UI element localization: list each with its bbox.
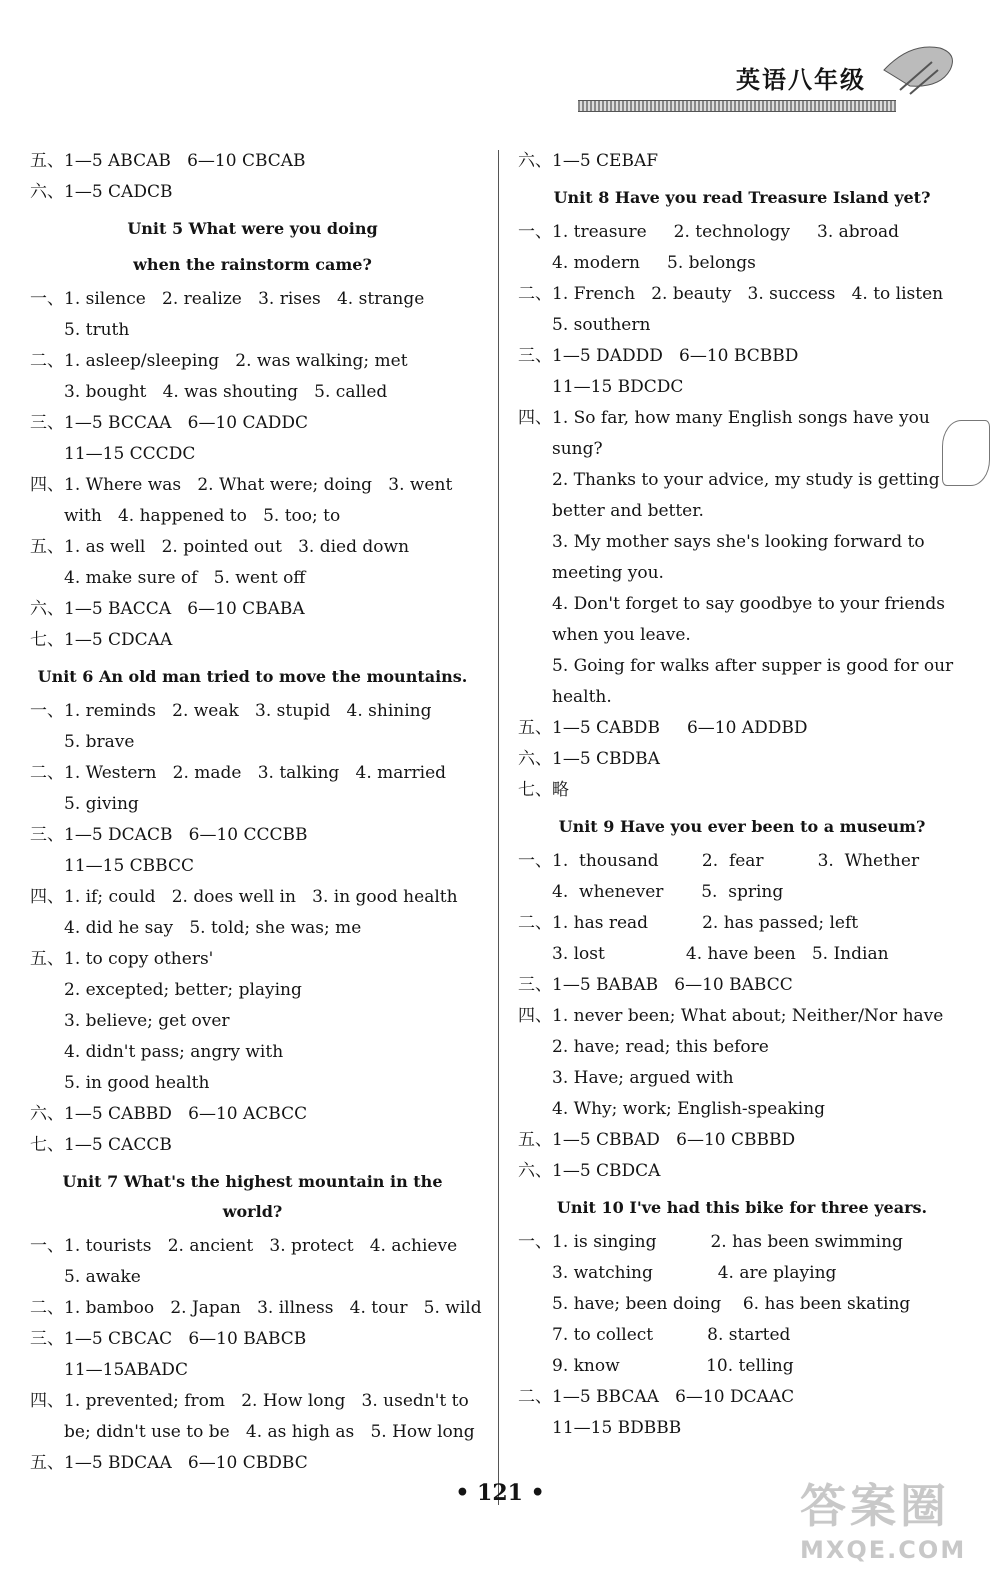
answer-line: 三、1—5 BABAB 6—10 BABCC xyxy=(518,975,793,995)
answer-line: 五、1—5 ABCAB 6—10 CBCAB xyxy=(30,151,306,171)
unit-title: Unit 7 What's the highest mountain in the world? xyxy=(62,1172,443,1221)
answer-line: 四、1. Where was 2. What were; doing 3. went xyxy=(30,475,453,495)
answer-line: with 4. happened to 5. too; to xyxy=(64,506,341,526)
answer-line: 五、1. to copy others' xyxy=(30,949,214,969)
watermark-big: 答案圈 xyxy=(800,1479,950,1533)
answer-line: 11—15 BDCDC xyxy=(552,377,684,397)
answer-line: 一、1. treasure 2. technology 3. abroad xyxy=(518,222,900,242)
answer-line: 七、略 xyxy=(518,780,569,800)
answer-line: 4. make sure of 5. went off xyxy=(64,568,306,588)
answer-line: 一、1. is singing 2. has been swimming xyxy=(518,1232,903,1252)
answer-line: 二、1. French 2. beauty 3. success 4. to listen xyxy=(518,284,944,304)
answer-line: 一、1. tourists 2. ancient 3. protect 4. achieve xyxy=(30,1236,458,1256)
answer-line: 4. Don't forget to say goodbye to your friends xyxy=(552,594,945,614)
answer-line: 一、1. silence 2. realize 3. rises 4. strange xyxy=(30,289,425,309)
answer-line: 四、1. prevented; from 2. How long 3. usedn't to xyxy=(30,1391,469,1411)
page-number: • 121 • xyxy=(455,1480,545,1506)
answer-line: 4. modern 5. belongs xyxy=(552,253,756,273)
answer-line: 七、1—5 CDCAA xyxy=(30,630,173,650)
column-divider xyxy=(498,150,499,1505)
answer-line: 11—15 BDBBB xyxy=(552,1418,682,1438)
watermark-logo xyxy=(800,1470,990,1590)
unit-title: Unit 5 What were you doing xyxy=(127,219,378,238)
answer-line: 7. to collect 8. started xyxy=(552,1325,791,1345)
stamp-seal xyxy=(942,420,990,486)
answer-line: 3. lost 4. have been 5. Indian xyxy=(552,944,889,964)
answer-line: 三、1—5 DCACB 6—10 CCCBB xyxy=(30,825,308,845)
answer-line: 4. did he say 5. told; she was; me xyxy=(64,918,362,938)
unit-title: Unit 9 Have you ever been to a museum? xyxy=(558,817,926,836)
right-column xyxy=(518,146,966,1444)
answer-line: 二、1. bamboo 2. Japan 3. illness 4. tour 5. wild xyxy=(30,1298,482,1318)
answer-line: 11—15 CCCDC xyxy=(64,444,196,464)
answer-line: 六、1—5 CABBD 6—10 ACBCC xyxy=(30,1104,308,1124)
answer-line: 二、1—5 BBCAA 6—10 DCAAC xyxy=(518,1387,795,1407)
answer-line: 一、1. reminds 2. weak 3. stupid 4. shining xyxy=(30,701,432,721)
answer-line: 5. giving xyxy=(64,794,139,814)
answer-line: 3. watching 4. are playing xyxy=(552,1263,837,1283)
answer-line: 5. have; been doing 6. has been skating xyxy=(552,1294,911,1314)
answer-line: 五、1—5 BDCAA 6—10 CBDBC xyxy=(30,1453,308,1473)
answer-line: 二、1. Western 2. made 3. talking 4. married xyxy=(30,763,447,783)
answer-line: 四、1. So far, how many English songs have you xyxy=(518,408,930,428)
unit-title: when the rainstorm came? xyxy=(133,255,372,274)
answer-line: be; didn't use to be 4. as high as 5. How long xyxy=(64,1422,475,1442)
answer-line: 三、1—5 DADDD 6—10 BCBBD xyxy=(518,346,799,366)
answer-line: 五、1—5 CABDB 6—10 ADDBD xyxy=(518,718,808,738)
answer-line: 9. know 10. telling xyxy=(552,1356,794,1376)
answer-line: 11—15ABADC xyxy=(64,1360,188,1380)
answer-line: 2. have; read; this before xyxy=(552,1037,769,1057)
answer-line: sung? xyxy=(552,439,603,459)
answer-line: 3. Have; argued with xyxy=(552,1068,734,1088)
answer-line: better and better. xyxy=(552,501,704,521)
answer-line: 2. Thanks to your advice, my study is getting xyxy=(552,470,940,490)
left-column xyxy=(30,146,482,1479)
answer-line: 4. didn't pass; angry with xyxy=(64,1042,284,1062)
answer-line: 5. awake xyxy=(64,1267,141,1287)
answer-line: 二、1. asleep/sleeping 2. was walking; met xyxy=(30,351,408,371)
answer-line: 5. Going for walks after supper is good for our xyxy=(552,656,954,676)
unit-title: Unit 8 Have you read Treasure Island yet? xyxy=(553,188,931,207)
ribbon-decoration-icon xyxy=(880,40,960,100)
header-title: 英语八年级 xyxy=(736,66,866,94)
answer-line: when you leave. xyxy=(552,625,691,645)
answer-line: 六、1—5 CADCB xyxy=(30,182,173,202)
answer-line: meeting you. xyxy=(552,563,664,583)
answer-line: health. xyxy=(552,687,612,707)
answer-line: 3. My mother says she's looking forward to xyxy=(552,532,925,552)
answer-line: 四、1. never been; What about; Neither/Nor have xyxy=(518,1006,944,1026)
answer-line: 3. bought 4. was shouting 5. called xyxy=(64,382,388,402)
answer-line: 5. southern xyxy=(552,315,651,335)
answer-line: 六、1—5 CBDCA xyxy=(518,1161,661,1181)
answer-line: 5. brave xyxy=(64,732,135,752)
answer-line: 5. truth xyxy=(64,320,130,340)
answer-line: 11—15 CBBCC xyxy=(64,856,194,876)
watermark-small: MXQE.COM xyxy=(800,1536,967,1564)
answer-line: 六、1—5 CEBAF xyxy=(518,151,659,171)
unit-title: Unit 10 I've had this bike for three years. xyxy=(556,1198,928,1217)
answer-line: 六、1—5 CBDBA xyxy=(518,749,660,769)
answer-line: 二、1. has read 2. has passed; left xyxy=(518,913,859,933)
answer-line: 五、1—5 CBBAD 6—10 CBBBD xyxy=(518,1130,796,1150)
answer-line: 三、1—5 CBCAC 6—10 BABCB xyxy=(30,1329,307,1349)
answer-line: 六、1—5 BACCA 6—10 CBABA xyxy=(30,599,305,619)
answer-line: 3. believe; get over xyxy=(64,1011,230,1031)
answer-line: 4. whenever 5. spring xyxy=(552,882,784,902)
answer-line: 4. Why; work; English-speaking xyxy=(552,1099,826,1119)
unit-title: Unit 6 An old man tried to move the mountains. xyxy=(37,667,468,686)
answer-line: 三、1—5 BCCAA 6—10 CADDC xyxy=(30,413,309,433)
answer-line: 2. excepted; better; playing xyxy=(64,980,302,1000)
answer-line: 5. in good health xyxy=(64,1073,210,1093)
answer-line: 五、1. as well 2. pointed out 3. died down xyxy=(30,537,410,557)
answer-line: 四、1. if; could 2. does well in 3. in good health xyxy=(30,887,458,907)
answer-line: 一、1. thousand 2. fear 3. Whether xyxy=(518,851,920,871)
header-rule xyxy=(578,100,896,112)
answer-line: 七、1—5 CACCB xyxy=(30,1135,172,1155)
